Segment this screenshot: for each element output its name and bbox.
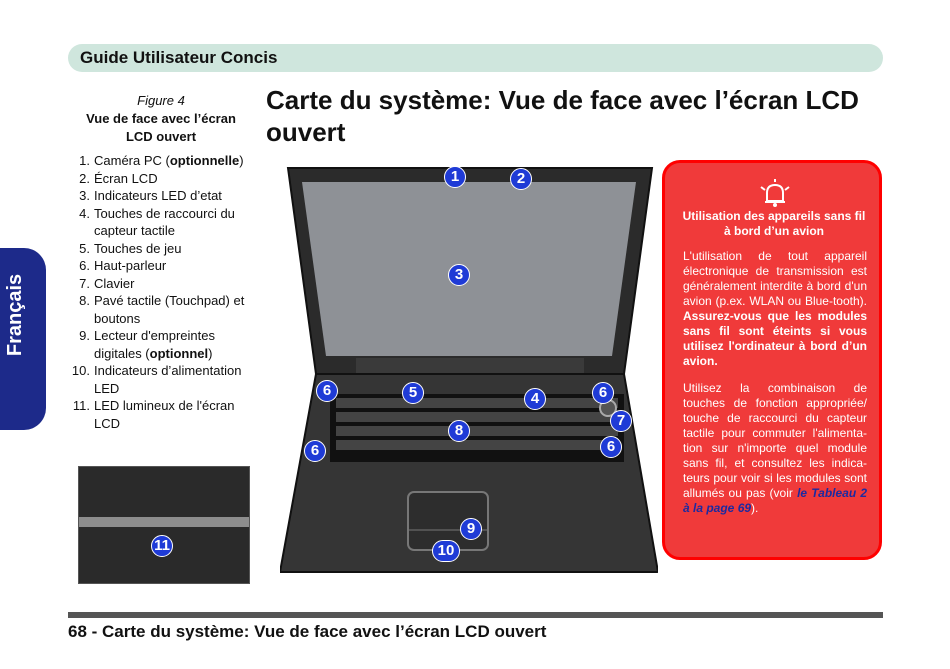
warning-paragraph-1: L'utilisation de tout appareil électronique de transmission est généralement interdite à bord d'un avion (p.ex. WLAN ou Blue-tooth). Assurez-vous que les modules sans fil sont éteints si vous utilisez l'ordinateur à bord d’un avion. [683,249,867,368]
callout-badge: 9 [460,518,482,540]
list-item: 9. Lecteur d'empreintes digitales (optionnel) [79,328,215,361]
callout-badge: 2 [510,168,532,190]
callout-badge: 4 [524,388,546,410]
warning-paragraph-2: Utilisez la combinaison de touches de fonction appropriée/ touche de raccourci du capteur tactile pour commuter l'alimenta-tion sur n'importe quel module sans fil, et consultez les indica-teurs pour voir si les modules sont allumés ou pas (voir le Tableau 2 à la page 69). [683,381,868,515]
callout-badge: 7 [610,410,632,432]
parts-list [70,152,260,432]
language-tab [0,248,46,430]
list-item: 11. LED lumineux de l'écran LCD [72,398,235,431]
laptop-illustration [280,162,658,578]
list-item: 7. Clavier [79,275,135,291]
callout-badge: 1 [444,166,466,188]
page-footer: 68 - Carte du système: Vue de face avec l’écran LCD ouvert [68,622,547,641]
lcd-led-strip [79,517,249,527]
list-item: 4. Touches de raccourci du capteur tactile [79,205,235,238]
language-tab-label: Français [4,273,26,357]
list-item: 3. Indicateurs LED d’etat [79,188,222,203]
callout-badge: 11 [151,535,173,557]
callout-badge: 5 [402,382,424,404]
callout-badge: 6 [304,440,326,462]
callout-badge: 6 [316,380,338,402]
page-title: Carte du système: Vue de face avec l’écran LCD ouvert [266,85,859,147]
list-item: 6. Haut-parleur [79,258,167,273]
figure-number: Figure 4 [137,93,185,108]
list-item: 10. Indicateurs d’alimentation LED [71,363,242,396]
header-bar [68,44,883,72]
list-item: 1. Caméra PC (optionnelle) [79,153,244,168]
warning-heading: Utilisation des appareils sans fil à bord d’un avion [682,209,866,238]
list-item: 2. Écran LCD [79,170,158,186]
callout-badge: 3 [448,264,470,286]
footer-rule [68,612,883,618]
lcd-led-inset-photo [78,466,250,584]
warning-box [662,160,882,560]
callout-badge: 8 [448,420,470,442]
alert-bell-icon [757,179,793,209]
list-item: 8. Pavé tactile (Touchpad) et boutons [79,293,245,326]
table-reference-link[interactable]: le Tableau 2 à la page 69 [683,486,868,515]
callout-badge: 6 [600,436,622,458]
figure-caption [76,92,246,146]
header-title: Guide Utilisateur Concis [80,48,278,67]
figure-title: Vue de face avec l’écran LCD ouvert [86,111,236,144]
callout-badge: 6 [592,382,614,404]
laptop-photo [280,162,658,578]
callout-badge: 10 [432,540,460,562]
list-item: 5. Touches de jeu [79,240,182,256]
